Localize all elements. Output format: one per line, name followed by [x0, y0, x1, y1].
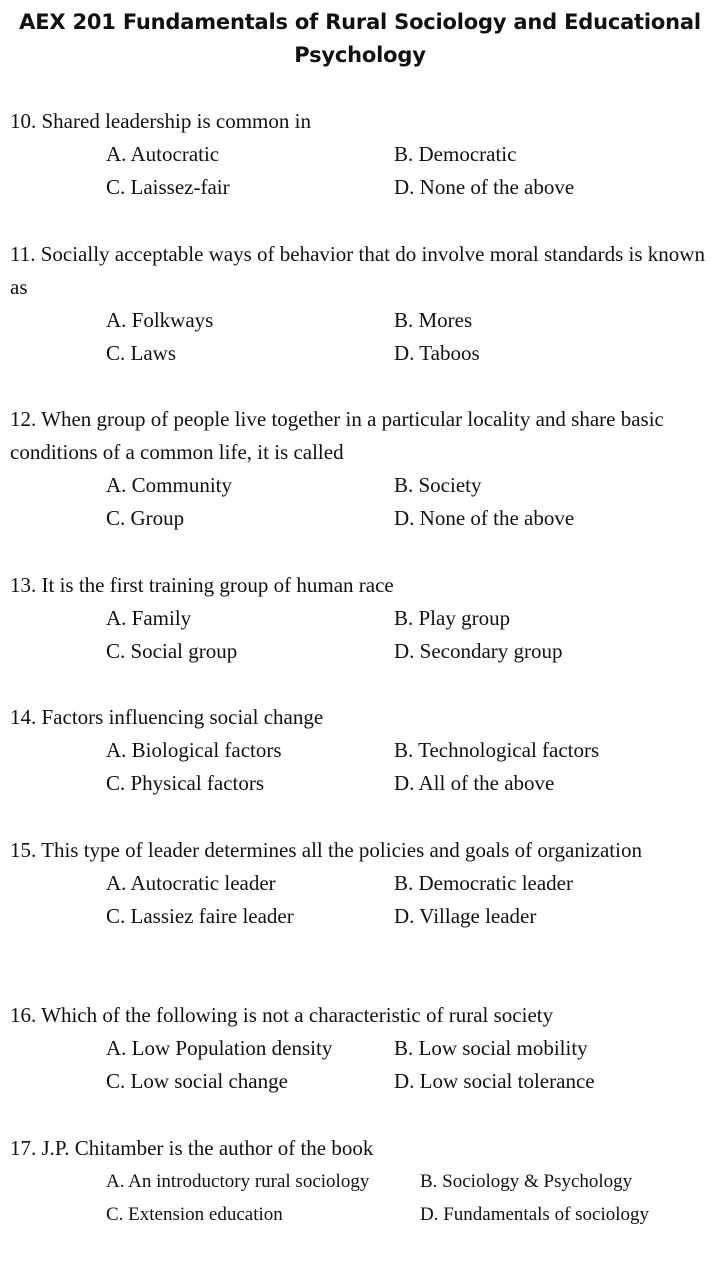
option-a: A. An introductory rural sociology [106, 1171, 370, 1192]
answer-options [106, 734, 712, 800]
option-d: D. All of the above [394, 771, 555, 795]
option-c: C. Social group [106, 639, 238, 663]
question-14 [10, 701, 712, 800]
option-a: A. Biological factors [106, 738, 282, 762]
option-c: C. Extension education [106, 1204, 283, 1225]
option-b: B. Sociology & Psychology [420, 1171, 633, 1192]
question-12 [10, 403, 712, 535]
answer-options [106, 469, 712, 535]
option-c: C. Laissez-fair [106, 175, 230, 199]
option-b: B. Low social mobility [394, 1036, 588, 1060]
question-stem: 13. It is the first training group of human race [10, 573, 394, 597]
option-d: D. Secondary group [394, 639, 563, 663]
option-d: D. Fundamentals of sociology [420, 1204, 650, 1225]
question-10 [10, 105, 712, 204]
option-a: A. Community [106, 473, 233, 497]
answer-options [106, 1032, 712, 1098]
option-b: B. Play group [394, 606, 511, 630]
title-line-2: Psychology [294, 43, 426, 67]
option-d: D. Village leader [394, 904, 537, 928]
option-c: C. Low social change [106, 1069, 288, 1093]
option-d: D. Low social tolerance [394, 1069, 595, 1093]
option-a: A. Autocratic [106, 142, 220, 166]
question-stem: 16. Which of the following is not a characteristic of rural society [10, 1003, 554, 1027]
answer-options [106, 1165, 712, 1231]
answer-options [106, 602, 712, 668]
question-15 [10, 834, 712, 933]
option-c: C. Lassiez faire leader [106, 904, 294, 928]
option-d: D. None of the above [394, 506, 575, 530]
option-b: B. Society [394, 473, 482, 497]
answer-options [106, 867, 712, 933]
option-b: B. Mores [394, 308, 473, 332]
option-c: C. Laws [106, 341, 176, 365]
question-stem: 17. J.P. Chitamber is the author of the book [10, 1136, 374, 1160]
option-a: A. Low Population density [106, 1036, 333, 1060]
option-d: D. None of the above [394, 175, 575, 199]
question-stem: 15. This type of leader determines all the policies and goals of organization [10, 838, 642, 862]
answer-options [106, 138, 712, 204]
option-a: A. Autocratic leader [106, 871, 276, 895]
question-16 [10, 999, 712, 1098]
option-b: B. Technological factors [394, 738, 600, 762]
option-b: B. Democratic [394, 142, 517, 166]
question-stem: 12. When group of people live together in a particular locality and share basic conditions of a common life, it is called [10, 407, 664, 464]
answer-options [106, 304, 712, 370]
title-line-1: AEX 201 Fundamentals of Rural Sociology and Educational [19, 10, 701, 34]
question-13 [10, 569, 712, 668]
question-17 [10, 1132, 712, 1231]
option-b: B. Democratic leader [394, 871, 573, 895]
option-c: C. Physical factors [106, 771, 265, 795]
option-d: D. Taboos [394, 341, 480, 365]
question-stem: 11. Socially acceptable ways of behavior that do involve moral standards is known as [10, 242, 705, 299]
question-stem: 14. Factors influencing social change [10, 705, 324, 729]
document-title [0, 6, 720, 72]
question-stem: 10. Shared leadership is common in [10, 109, 311, 133]
question-11 [10, 238, 712, 370]
option-a: A. Folkways [106, 308, 214, 332]
option-c: C. Group [106, 506, 185, 530]
option-a: A. Family [106, 606, 192, 630]
